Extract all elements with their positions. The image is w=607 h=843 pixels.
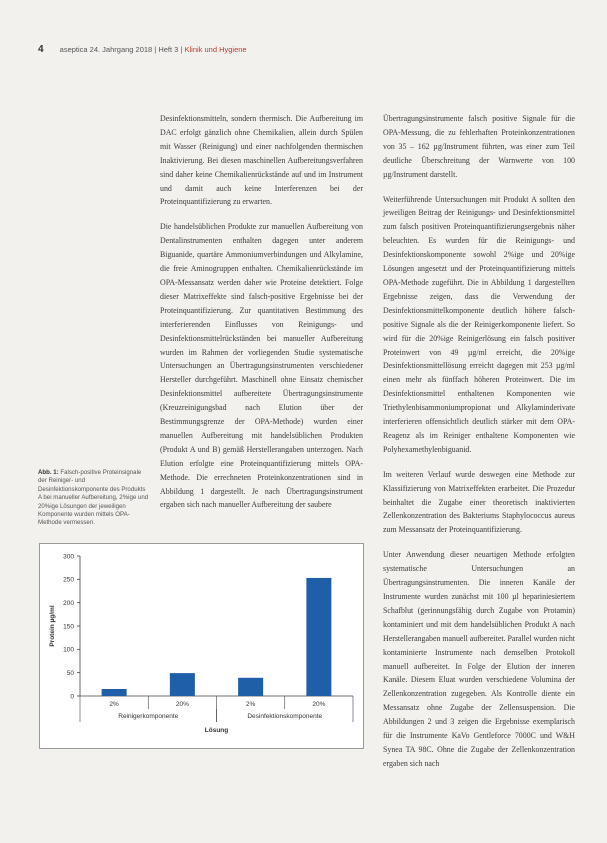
paragraph: Weiterführende Untersuchungen mit Produkt A sollten den jeweiligen Beitrag der Reinigungs- und Desinfektionsmittel zum falsch positiven Proteinquantifizierungsergebnis näher beleuchten. Es wurden für die Reinigungs- und Desinfektionskomponente sowohl 2%ige und 20%ige Lösungen angesetzt und der Proteinquantifizierung mittels OPA-Methode zugeführt. Die in Abbildung 1 dargestellten Ergebnisse zeigen, dass die Verwendung der Desinfektionsmittelkomponente deutlich höhere falsch-positive Signale als die der Reinigerkomponente liefert. So wird für die 20%ige Reinigerlösung ein falsch positiver Proteinwert von 49 µg/ml erreicht, die 20%ige Desinfektionsmittellösung erreicht dagegen mit 253 µg/ml einen mehr als fünffach höheren Proteinwert. Die im Desinfektionsmittel enthaltenen Komponenten wie Triethylenbisammoniumpropionat und Alkylaminderivate interferieren offensichtlich deutlich stärker mit dem OPA-Reagenz als im Reiniger enthaltene Komponenten wie Polyhexamethylenbiguanid. xyxy=(383,194,575,454)
y-tick-label: 300 xyxy=(63,553,74,561)
page-header xyxy=(38,44,578,55)
y-axis-label: Protein µg/ml xyxy=(49,605,56,647)
bar-chart-svg xyxy=(40,544,363,748)
x-tick-label: 20% xyxy=(175,701,189,708)
x-axis-label: Lösung xyxy=(204,727,229,734)
y-tick-label: 200 xyxy=(63,599,74,607)
section-title: Klinik und Hygiene xyxy=(184,45,247,54)
paragraph: Unter Anwendung dieser neuartigen Methode erfolgten systematische Untersuchungen an Übertragungsinstrumenten. Die inneren Kanäle der Instrumente wurden zunächst mit 100 µl hepariniesiertem Schafblut (gerinnungsfähig durch Zugabe von Protamin) kontaminiert und mit dem handelsüblichen Produkt A nach Herstellerangaben manuell aufbereitet. Parallel wurden nicht kontaminierte Instrumente nach demselben Protokoll manuell aufbereitet. In Folge der Elution der inneren Kanäle. Diesem Eluat wurden verschiedene Volumina der Zellenkonzentration zugegeben. Als Kontrolle diente ein Messansatz ohne Zugabe der Zellensuspension. Die Abbildungen 2 und 3 zeigen die Ergebnisse exemplarisch für die Instrumente KaVo Gentleforce 7000C und W&H Synea TA 98C. Ohne die Zugabe der Zellenkonzentration ergaben sich nach xyxy=(383,550,575,768)
figure-caption xyxy=(38,469,150,528)
text-column-middle xyxy=(160,112,363,523)
page-number: 4 xyxy=(38,44,44,55)
paragraph: Im weiteren Verlauf wurde deswegen eine Methode zur Klassifizierung von Matrixeffekten erarbeitet. Die Prozedur beinhaltet die Zugabe einer theoretisch inaktivierten Zellenkonzentration des Bakteriums Staphylococcus aureus zum Messansatz der Proteinquantifizierung. xyxy=(383,469,575,535)
y-tick-label: 0 xyxy=(70,693,74,701)
group-label: Desinfektionskomponente xyxy=(247,713,323,720)
paragraph: Übertragungsinstrumente falsch positive Signale für die OPA-Messung, die zu fehlerhaften Proteinkonzentrationen von 35 – 162 µg/Instrument führten, was einer zum Teil deutliche Überschreitung der Warnwerte von 100 µg/Instrument darstellt. xyxy=(383,114,575,179)
y-tick-label: 50 xyxy=(66,669,74,677)
y-tick-label: 250 xyxy=(63,576,74,584)
text-column-right xyxy=(383,112,575,782)
figure-label: Abb. 1: xyxy=(38,469,59,476)
bar xyxy=(170,673,195,696)
paragraph: Desinfektionsmitteln, sondern thermisch. Die Aufbereitung im DAC erfolgt gänzlich ohne Chemikalien, allein durch Spülen mit Wasser (Reinigung) und einer nachfolgenden thermischen Inaktivierung. Bei diesen maschinellen Aufbereitungsverfahren sind daher keine Chemikalienrückstände auf und im Instrument und damit auch keine Interferenzen bei der Proteinquantifizierung zu erwarten. xyxy=(160,114,363,207)
bar xyxy=(102,689,127,696)
bar xyxy=(306,578,331,696)
group-label: Reinigerkomponente xyxy=(118,713,179,720)
bar-chart xyxy=(39,543,364,749)
bar xyxy=(238,678,263,696)
journal-info: aseptica 24. Jahrgang 2018 | Heft 3 | xyxy=(59,45,183,54)
x-tick-label: 2% xyxy=(109,701,119,708)
y-tick-label: 150 xyxy=(63,623,74,631)
x-tick-label: 20% xyxy=(312,701,326,708)
figure-caption-text: Falsch-positive Proteinsignale der Reiniger- und Desinfektionskomponente des Produkts A bei manueller Aufbereitung, 2%ige und 20%ige Lösungen der jeweiligen Komponente wurden mittels OPA-Methode vermessen. xyxy=(38,469,149,527)
x-tick-label: 2% xyxy=(245,701,256,708)
paragraph: Die handelsüblichen Produkte zur manuellen Aufbereitung von Dentalinstrumenten enthalten dagegen unter anderem Biguanide, quartäre Ammoniumverbindungen und Alkylamine, die freie Aminogruppen enthalten. Chemikalienrückstände im OPA-Messansatz werden daher wie Proteine detektiert. Folge dieser Matrixeffekte sind falsch-positive Ergebnisse bei der Proteinquantifizierung. Zur quantitativen Bestimmung des interferierenden Einflusses von Reinigungs- und Desinfektionsmittelrückständen bei manueller Aufbereitung wurden im Rahmen der vorliegenden Studie systematische Untersuchungen an Übertragungsinstrumenten verschiedener Hersteller durchgeführt. Maschinell ohne Einsatz chemischer Desinfektionsmittel aufbereitete Übertragungsinstrumente (Kreuzreinigungsbad nach Elution über der Bestimmungsgrenze der OPA-Methode) wurden einer manuellen Aufbereitung mit handelsüblichen Produkten (Produkt A und B) gemäß Herstellerangaben unterzogen. Nach Elution erfolgte eine Proteinquantifizierung mittels OPA-Methode. Die errechneten Proteinkonzentrationen sind in Abbildung 1 dargestellt. Je nach Übertragungsinstrument ergaben sich nach manueller Aufbereitung der saubere xyxy=(160,222,363,510)
y-tick-label: 100 xyxy=(63,646,74,654)
